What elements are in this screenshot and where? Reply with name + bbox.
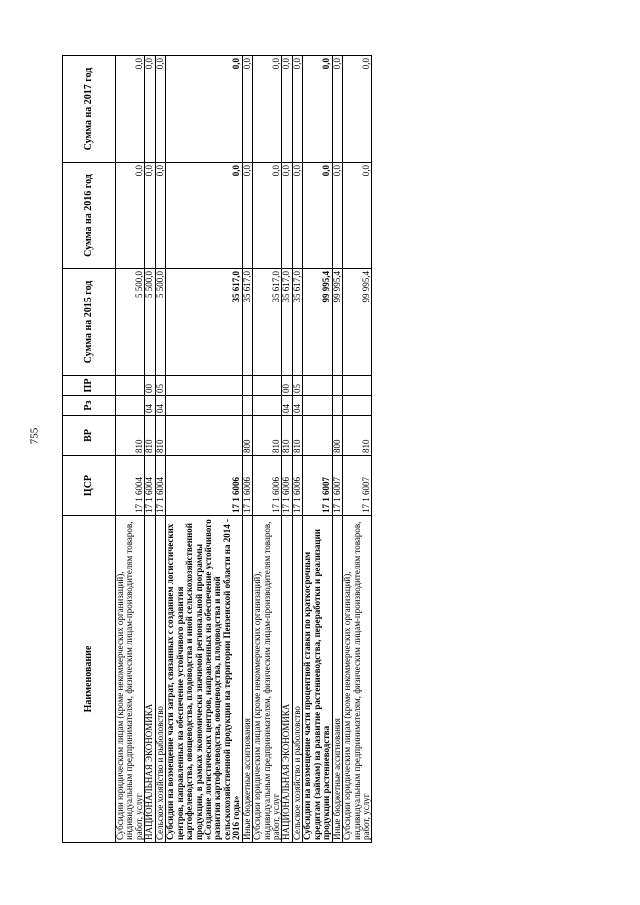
row-name: Субсидии юридическим лицам (кроме некоммерческих организаций), индивидуальным предпринимателям, физическим лицам-производителям товаров, работ, услуг bbox=[343, 516, 372, 843]
table-row bbox=[332, 56, 342, 843]
row-rz: 04 bbox=[145, 396, 155, 416]
row-rz bbox=[166, 396, 243, 416]
row-2017: 0,0 bbox=[166, 56, 243, 163]
row-rz: 04 bbox=[282, 396, 292, 416]
row-pr bbox=[116, 376, 145, 396]
table-row bbox=[242, 56, 252, 843]
row-2016: 0,0 bbox=[332, 163, 342, 269]
row-2017: 0,0 bbox=[242, 56, 252, 163]
row-name: Субсидии юридическим лицам (кроме некоммерческих организаций), индивидуальным предпринимателям, физическим лицам-производителям товаров, работ, услуг bbox=[253, 516, 282, 843]
header-vr: ВР bbox=[63, 416, 116, 456]
row-2016: 0,0 bbox=[253, 163, 282, 269]
row-vr: 810 bbox=[343, 416, 372, 456]
row-2016: 0,0 bbox=[155, 163, 165, 269]
row-csr: 17 1 6007 bbox=[332, 456, 342, 516]
row-vr: 800 bbox=[242, 416, 252, 456]
row-pr bbox=[332, 376, 342, 396]
header-2015: Сумма на 2015 год bbox=[63, 269, 116, 376]
row-name: НАЦИОНАЛЬНАЯ ЭКОНОМИКА bbox=[145, 516, 155, 843]
row-pr bbox=[303, 376, 332, 396]
row-csr: 17 1 6007 bbox=[303, 456, 332, 516]
row-2015: 35 617,0 bbox=[242, 269, 252, 376]
rotated-page-content bbox=[62, 56, 618, 843]
row-pr: 05 bbox=[155, 376, 165, 396]
table-row bbox=[145, 56, 155, 843]
header-2017: Сумма на 2017 год bbox=[63, 56, 116, 163]
row-rz bbox=[303, 396, 332, 416]
budget-table bbox=[62, 55, 372, 843]
row-csr: 17 1 6004 bbox=[145, 456, 155, 516]
header-rz: Рз bbox=[63, 396, 116, 416]
row-2017: 0,0 bbox=[332, 56, 342, 163]
row-pr bbox=[343, 376, 372, 396]
row-2016: 0,0 bbox=[242, 163, 252, 269]
row-name: Сельское хозяйство и рыболовство bbox=[155, 516, 165, 843]
table-row bbox=[303, 56, 332, 843]
row-vr: 810 bbox=[253, 416, 282, 456]
row-2017: 0,0 bbox=[145, 56, 155, 163]
table-row bbox=[166, 56, 243, 843]
row-csr: 17 1 6006 bbox=[166, 456, 243, 516]
table-row bbox=[116, 56, 145, 843]
row-csr: 17 1 6006 bbox=[242, 456, 252, 516]
row-name: Субсидии на возмещение части затрат, связанных с созданием логистических центров, направленных на обеспечение устойчивого развития картофелеводства, овощеводства, плодоводства и иной сельскохозяйственной продукции, в рамках экономически значимой региональной программы «Создание логистических центров, направленных на обеспечение устойчивого развития картофелеводства, овощеводства, плодоводства и иной сельскохозяйственной продукции на территории Пензенской области на 2014 - 2016 годы» bbox=[166, 516, 243, 843]
row-csr: 17 1 6004 bbox=[155, 456, 165, 516]
row-2015: 99 995,4 bbox=[332, 269, 342, 376]
row-name: Субсидии юридическим лицам (кроме некоммерческих организаций), индивидуальным предпринимателям, физическим лицам-производителям товаров, работ, услуг bbox=[116, 516, 145, 843]
row-2015: 99 995,4 bbox=[303, 269, 332, 376]
row-2015: 35 617,0 bbox=[253, 269, 282, 376]
row-2017: 0,0 bbox=[292, 56, 302, 163]
row-vr: 810 bbox=[282, 416, 292, 456]
row-2015: 5 500,0 bbox=[145, 269, 155, 376]
table-row bbox=[282, 56, 292, 843]
row-vr: 810 bbox=[155, 416, 165, 456]
row-rz bbox=[116, 396, 145, 416]
row-pr: 05 bbox=[292, 376, 302, 396]
header-csr: ЦСР bbox=[63, 456, 116, 516]
row-2015: 5 500,0 bbox=[116, 269, 145, 376]
row-rz: 04 bbox=[155, 396, 165, 416]
header-name: Наименование bbox=[63, 516, 116, 843]
row-2016: 0,0 bbox=[303, 163, 332, 269]
row-rz bbox=[253, 396, 282, 416]
row-2017: 0,0 bbox=[343, 56, 372, 163]
row-pr bbox=[242, 376, 252, 396]
row-name: Сельское хозяйство и рыболовство bbox=[292, 516, 302, 843]
table-row bbox=[253, 56, 282, 843]
row-vr: 810 bbox=[292, 416, 302, 456]
row-2017: 0,0 bbox=[282, 56, 292, 163]
row-csr: 17 1 6004 bbox=[116, 456, 145, 516]
table-row bbox=[155, 56, 165, 843]
row-vr: 810 bbox=[145, 416, 155, 456]
row-rz: 04 bbox=[292, 396, 302, 416]
page-number: 755 bbox=[28, 427, 41, 445]
row-pr bbox=[166, 376, 243, 396]
row-name: НАЦИОНАЛЬНАЯ ЭКОНОМИКА bbox=[282, 516, 292, 843]
row-2015: 99 995,4 bbox=[343, 269, 372, 376]
row-rz bbox=[332, 396, 342, 416]
row-2016: 0,0 bbox=[343, 163, 372, 269]
header-pr: ПР bbox=[63, 376, 116, 396]
row-vr: 810 bbox=[116, 416, 145, 456]
row-vr bbox=[303, 416, 332, 456]
row-2015: 5 500,0 bbox=[155, 269, 165, 376]
row-pr: 00 bbox=[145, 376, 155, 396]
table-row bbox=[292, 56, 302, 843]
header-2016: Сумма на 2016 год bbox=[63, 163, 116, 269]
row-csr: 17 1 6006 bbox=[292, 456, 302, 516]
row-2017: 0,0 bbox=[303, 56, 332, 163]
row-csr: 17 1 6007 bbox=[343, 456, 372, 516]
row-2017: 0,0 bbox=[116, 56, 145, 163]
row-pr: 00 bbox=[282, 376, 292, 396]
row-name: Субсидии на возмещение части процентной ставки по краткосрочным кредитам (займам) на развитие растениеводства, переработки и реализации продукции растениеводства bbox=[303, 516, 332, 843]
row-2015: 35 617,0 bbox=[282, 269, 292, 376]
table-body bbox=[116, 56, 372, 843]
row-rz bbox=[242, 396, 252, 416]
row-rz bbox=[343, 396, 372, 416]
row-pr bbox=[253, 376, 282, 396]
row-csr: 17 1 6006 bbox=[282, 456, 292, 516]
table-row bbox=[343, 56, 372, 843]
row-2015: 35 617,0 bbox=[166, 269, 243, 376]
row-2016: 0,0 bbox=[292, 163, 302, 269]
row-2016: 0,0 bbox=[116, 163, 145, 269]
row-csr: 17 1 6006 bbox=[253, 456, 282, 516]
row-2017: 0,0 bbox=[155, 56, 165, 163]
row-2016: 0,0 bbox=[166, 163, 243, 269]
row-name: Иные бюджетные ассигнования bbox=[242, 516, 252, 843]
row-vr bbox=[166, 416, 243, 456]
row-2016: 0,0 bbox=[145, 163, 155, 269]
row-2016: 0,0 bbox=[282, 163, 292, 269]
row-name: Иные бюджетные ассигнования bbox=[332, 516, 342, 843]
row-2017: 0,0 bbox=[253, 56, 282, 163]
row-2015: 35 617,0 bbox=[292, 269, 302, 376]
row-vr: 800 bbox=[332, 416, 342, 456]
table-header-row bbox=[63, 56, 116, 843]
